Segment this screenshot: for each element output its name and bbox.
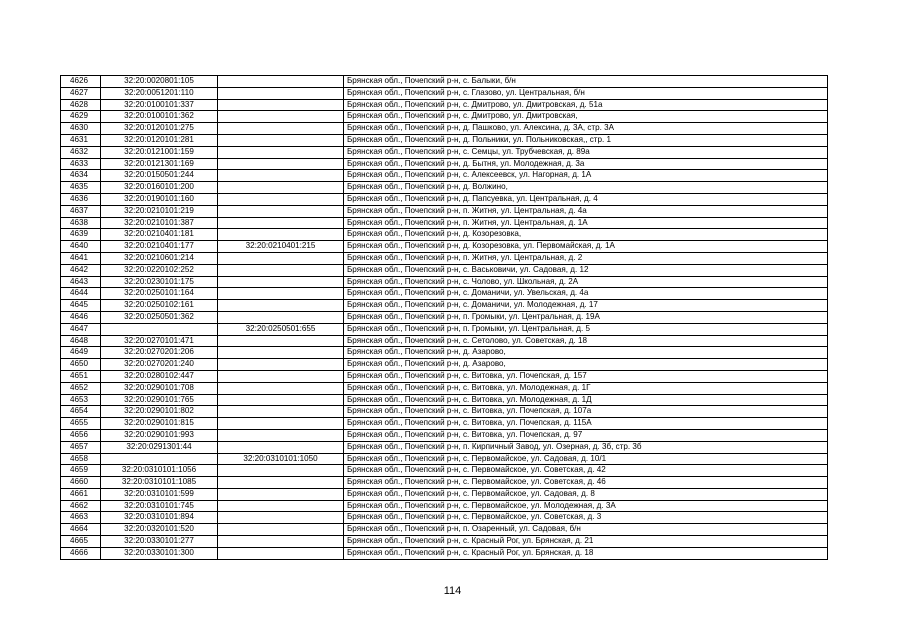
cadastral-number-cell <box>101 453 218 465</box>
row-number-cell: 4655 <box>61 418 101 430</box>
row-number-cell: 4626 <box>61 76 101 88</box>
table-row <box>61 488 828 500</box>
address-cell: Брянская обл., Почепский р-н, с. Семцы, ул. Трубчевская, д. 89а <box>344 146 828 158</box>
secondary-cadastral-number-cell <box>218 382 344 394</box>
secondary-cadastral-number-cell <box>218 394 344 406</box>
table-row <box>61 524 828 536</box>
row-number-cell: 4630 <box>61 123 101 135</box>
cadastral-number-cell: 32:20:0120101:281 <box>101 134 218 146</box>
row-number-cell: 4634 <box>61 170 101 182</box>
address-cell: Брянская обл., Почепский р-н, с. Витовка, ул. Почепская, д. 97 <box>344 429 828 441</box>
address-cell: Брянская обл., Почепский р-н, д. Пашково, ул. Алексина, д. 3А, стр. 3А <box>344 123 828 135</box>
cadastral-number-cell: 32:20:0210401:177 <box>101 241 218 253</box>
secondary-cadastral-number-cell <box>218 441 344 453</box>
row-number-cell: 4663 <box>61 512 101 524</box>
secondary-cadastral-number-cell <box>218 311 344 323</box>
secondary-cadastral-number-cell: 32:20:0210401:215 <box>218 241 344 253</box>
row-number-cell: 4645 <box>61 300 101 312</box>
address-cell: Брянская обл., Почепский р-н, с. Красный Рог, ул. Брянская, д. 21 <box>344 536 828 548</box>
row-number-cell: 4642 <box>61 264 101 276</box>
cadastral-number-cell: 32:20:0250101:164 <box>101 288 218 300</box>
secondary-cadastral-number-cell <box>218 170 344 182</box>
table-row <box>61 252 828 264</box>
row-number-cell: 4654 <box>61 406 101 418</box>
cadastral-number-cell: 32:20:0310101:745 <box>101 500 218 512</box>
address-cell: Брянская обл., Почепский р-н, с. Сетолово, ул. Советская, д. 18 <box>344 335 828 347</box>
table-row <box>61 217 828 229</box>
cadastral-number-cell <box>101 323 218 335</box>
table-row <box>61 512 828 524</box>
table-row <box>61 465 828 477</box>
secondary-cadastral-number-cell <box>218 524 344 536</box>
secondary-cadastral-number-cell <box>218 76 344 88</box>
cadastral-number-cell: 32:20:0330101:277 <box>101 536 218 548</box>
row-number-cell: 4648 <box>61 335 101 347</box>
address-cell: Брянская обл., Почепский р-н, с. Первомайское, ул. Советская, д. 46 <box>344 477 828 489</box>
secondary-cadastral-number-cell <box>218 335 344 347</box>
cadastral-number-cell: 32:20:0290101:815 <box>101 418 218 430</box>
address-cell: Брянская обл., Почепский р-н, с. Первомайское, ул. Садовая, д. 10/1 <box>344 453 828 465</box>
row-number-cell: 4664 <box>61 524 101 536</box>
row-number-cell: 4651 <box>61 370 101 382</box>
row-number-cell: 4665 <box>61 536 101 548</box>
secondary-cadastral-number-cell <box>218 193 344 205</box>
row-number-cell: 4646 <box>61 311 101 323</box>
secondary-cadastral-number-cell: 32:20:0250501:655 <box>218 323 344 335</box>
table-row <box>61 406 828 418</box>
row-number-cell: 4641 <box>61 252 101 264</box>
cadastral-number-cell: 32:20:0290101:993 <box>101 429 218 441</box>
address-cell: Брянская обл., Почепский р-н, п. Громыки, ул. Центральная, д. 19А <box>344 311 828 323</box>
table-row <box>61 359 828 371</box>
secondary-cadastral-number-cell <box>218 300 344 312</box>
table-row <box>61 241 828 253</box>
table-row <box>61 547 828 559</box>
address-cell: Брянская обл., Почепский р-н, с. Первомайское, ул. Молодежная, д. 3А <box>344 500 828 512</box>
cadastral-number-cell: 32:20:0120101:275 <box>101 123 218 135</box>
cadastral-number-cell: 32:20:0121001:159 <box>101 146 218 158</box>
row-number-cell: 4649 <box>61 347 101 359</box>
cadastral-number-cell: 32:20:0100101:362 <box>101 111 218 123</box>
secondary-cadastral-number-cell <box>218 477 344 489</box>
row-number-cell: 4627 <box>61 87 101 99</box>
secondary-cadastral-number-cell <box>218 406 344 418</box>
row-number-cell: 4636 <box>61 193 101 205</box>
row-number-cell: 4632 <box>61 146 101 158</box>
address-cell: Брянская обл., Почепский р-н, д. Бытня, ул. Молодежная, д. 3а <box>344 158 828 170</box>
cadastral-number-cell: 32:20:0310101:894 <box>101 512 218 524</box>
address-cell: Брянская обл., Почепский р-н, с. Алексеевск, ул. Нагорная, д. 1А <box>344 170 828 182</box>
table-row <box>61 300 828 312</box>
table-row <box>61 146 828 158</box>
address-cell: Брянская обл., Почепский р-н, с. Витовка, ул. Почепская, д. 115А <box>344 418 828 430</box>
address-cell: Брянская обл., Почепский р-н, с. Доманичи, ул. Молодежная, д. 17 <box>344 300 828 312</box>
cadastral-number-cell: 32:20:0290101:802 <box>101 406 218 418</box>
cadastral-number-cell: 32:20:0330101:300 <box>101 547 218 559</box>
address-cell: Брянская обл., Почепский р-н, с. Чолово, ул. Школьная, д. 2А <box>344 276 828 288</box>
row-number-cell: 4628 <box>61 99 101 111</box>
table-row <box>61 453 828 465</box>
row-number-cell: 4637 <box>61 205 101 217</box>
row-number-cell: 4658 <box>61 453 101 465</box>
secondary-cadastral-number-cell <box>218 229 344 241</box>
secondary-cadastral-number-cell <box>218 488 344 500</box>
address-cell: Брянская обл., Почепский р-н, д. Козорезовка, ул. Первомайская, д. 1А <box>344 241 828 253</box>
secondary-cadastral-number-cell <box>218 217 344 229</box>
address-cell: Брянская обл., Почепский р-н, д. Азарово, <box>344 347 828 359</box>
table-row <box>61 205 828 217</box>
address-cell: Брянская обл., Почепский р-н, п. Житня, ул. Центральная, д. 4а <box>344 205 828 217</box>
row-number-cell: 4638 <box>61 217 101 229</box>
table-row <box>61 264 828 276</box>
secondary-cadastral-number-cell <box>218 370 344 382</box>
cadastral-number-cell: 32:20:0310101:1085 <box>101 477 218 489</box>
cadastral-number-cell: 32:20:0160101:200 <box>101 182 218 194</box>
cadastral-number-cell: 32:20:0290101:708 <box>101 382 218 394</box>
secondary-cadastral-number-cell <box>218 418 344 430</box>
row-number-cell: 4659 <box>61 465 101 477</box>
secondary-cadastral-number-cell <box>218 252 344 264</box>
address-cell: Брянская обл., Почепский р-н, д. Польники, ул. Польниковская,, стр. 1 <box>344 134 828 146</box>
secondary-cadastral-number-cell <box>218 359 344 371</box>
address-cell: Брянская обл., Почепский р-н, д. Козорезовка, <box>344 229 828 241</box>
secondary-cadastral-number-cell <box>218 123 344 135</box>
secondary-cadastral-number-cell: 32:20:0310101:1050 <box>218 453 344 465</box>
table-row <box>61 323 828 335</box>
table-row <box>61 347 828 359</box>
address-cell: Брянская обл., Почепский р-н, с. Витовка, ул. Почепская, д. 107а <box>344 406 828 418</box>
row-number-cell: 4656 <box>61 429 101 441</box>
secondary-cadastral-number-cell <box>218 547 344 559</box>
secondary-cadastral-number-cell <box>218 536 344 548</box>
cadastral-number-cell: 32:20:0291301:44 <box>101 441 218 453</box>
cadastral-number-cell: 32:20:0210101:387 <box>101 217 218 229</box>
secondary-cadastral-number-cell <box>218 276 344 288</box>
table-row <box>61 182 828 194</box>
address-cell: Брянская обл., Почепский р-н, п. Озаренный, ул. Садовая, б/н <box>344 524 828 536</box>
table-row <box>61 134 828 146</box>
secondary-cadastral-number-cell <box>218 429 344 441</box>
address-cell: Брянская обл., Почепский р-н, п. Житня, ул. Центральная, д. 1А <box>344 217 828 229</box>
secondary-cadastral-number-cell <box>218 512 344 524</box>
table-row <box>61 111 828 123</box>
address-cell: Брянская обл., Почепский р-н, п. Громыки, ул. Центральная, д. 5 <box>344 323 828 335</box>
address-cell: Брянская обл., Почепский р-н, с. Красный Рог, ул. Брянская, д. 18 <box>344 547 828 559</box>
secondary-cadastral-number-cell <box>218 500 344 512</box>
table-row <box>61 370 828 382</box>
cadastral-number-cell: 32:20:0250102:161 <box>101 300 218 312</box>
table-row <box>61 382 828 394</box>
cadastral-number-cell: 32:20:0310101:1056 <box>101 465 218 477</box>
table-row <box>61 335 828 347</box>
cadastral-number-cell: 32:20:0270101:471 <box>101 335 218 347</box>
cadastral-number-cell: 32:20:0051201:110 <box>101 87 218 99</box>
secondary-cadastral-number-cell <box>218 134 344 146</box>
table-row <box>61 441 828 453</box>
address-cell: Брянская обл., Почепский р-н, д. Азарово, <box>344 359 828 371</box>
table-row <box>61 76 828 88</box>
address-cell: Брянская обл., Почепский р-н, с. Балыки, б/н <box>344 76 828 88</box>
address-cell: Брянская обл., Почепский р-н, с. Глазово, ул. Центральная, б/н <box>344 87 828 99</box>
row-number-cell: 4631 <box>61 134 101 146</box>
address-cell: Брянская обл., Почепский р-н, с. Первомайское, ул. Советская, д. 42 <box>344 465 828 477</box>
table-row <box>61 229 828 241</box>
table-row <box>61 123 828 135</box>
cadastral-number-cell: 32:20:0290101:765 <box>101 394 218 406</box>
address-cell: Брянская обл., Почепский р-н, п. Кирпичный Завод, ул. Озерная, д. 3б, стр. 3б <box>344 441 828 453</box>
cadastral-number-cell: 32:20:0250501:362 <box>101 311 218 323</box>
secondary-cadastral-number-cell <box>218 99 344 111</box>
table-row <box>61 429 828 441</box>
row-number-cell: 4629 <box>61 111 101 123</box>
row-number-cell: 4650 <box>61 359 101 371</box>
secondary-cadastral-number-cell <box>218 205 344 217</box>
address-cell: Брянская обл., Почепский р-н, с. Витовка, ул. Почепская, д. 157 <box>344 370 828 382</box>
cadastral-number-cell: 32:20:0210601:214 <box>101 252 218 264</box>
address-cell: Брянская обл., Почепский р-н, с. Первомайское, ул. Советская, д. 3 <box>344 512 828 524</box>
secondary-cadastral-number-cell <box>218 288 344 300</box>
secondary-cadastral-number-cell <box>218 182 344 194</box>
row-number-cell: 4639 <box>61 229 101 241</box>
address-cell: Брянская обл., Почепский р-н, д. Папсуевка, ул. Центральная, д. 4 <box>344 193 828 205</box>
table-row <box>61 500 828 512</box>
cadastral-number-cell: 32:20:0100101:337 <box>101 99 218 111</box>
row-number-cell: 4666 <box>61 547 101 559</box>
address-cell: Брянская обл., Почепский р-н, с. Доманичи, ул. Увельская, д. 4а <box>344 288 828 300</box>
row-number-cell: 4644 <box>61 288 101 300</box>
secondary-cadastral-number-cell <box>218 465 344 477</box>
row-number-cell: 4635 <box>61 182 101 194</box>
table-row <box>61 288 828 300</box>
secondary-cadastral-number-cell <box>218 347 344 359</box>
secondary-cadastral-number-cell <box>218 158 344 170</box>
cadastral-number-cell: 32:20:0270201:206 <box>101 347 218 359</box>
row-number-cell: 4661 <box>61 488 101 500</box>
table-row <box>61 394 828 406</box>
cadastral-number-cell: 32:20:0310101:599 <box>101 488 218 500</box>
secondary-cadastral-number-cell <box>218 146 344 158</box>
table-row <box>61 276 828 288</box>
table-row <box>61 477 828 489</box>
row-number-cell: 4640 <box>61 241 101 253</box>
secondary-cadastral-number-cell <box>218 264 344 276</box>
table-row <box>61 311 828 323</box>
cadastral-number-cell: 32:20:0320101:520 <box>101 524 218 536</box>
row-number-cell: 4660 <box>61 477 101 489</box>
cadastral-number-cell: 32:20:0210401:181 <box>101 229 218 241</box>
cadastral-number-cell: 32:20:0020801:105 <box>101 76 218 88</box>
table-row <box>61 193 828 205</box>
cadastral-number-cell: 32:20:0220102:252 <box>101 264 218 276</box>
secondary-cadastral-number-cell <box>218 87 344 99</box>
row-number-cell: 4643 <box>61 276 101 288</box>
table-row <box>61 418 828 430</box>
page-number: 114 <box>443 585 462 597</box>
row-number-cell: 4662 <box>61 500 101 512</box>
cadastral-number-cell: 32:20:0230101:175 <box>101 276 218 288</box>
cadastral-number-cell: 32:20:0190101:160 <box>101 193 218 205</box>
document-table-container <box>60 75 827 560</box>
address-cell: Брянская обл., Почепский р-н, д. Волжино, <box>344 182 828 194</box>
address-cell: Брянская обл., Почепский р-н, с. Витовка, ул. Молодежная, д. 1Д <box>344 394 828 406</box>
secondary-cadastral-number-cell <box>218 111 344 123</box>
address-cell: Брянская обл., Почепский р-н, с. Дмитрово, ул. Дмитровская, <box>344 111 828 123</box>
address-cell: Брянская обл., Почепский р-н, с. Первомайское, ул. Садовая, д. 8 <box>344 488 828 500</box>
address-cell: Брянская обл., Почепский р-н, п. Житня, ул. Центральная, д. 2 <box>344 252 828 264</box>
cadastral-table <box>60 75 828 560</box>
address-cell: Брянская обл., Почепский р-н, с. Дмитрово, ул. Дмитровская, д. 51а <box>344 99 828 111</box>
row-number-cell: 4657 <box>61 441 101 453</box>
row-number-cell: 4653 <box>61 394 101 406</box>
table-row <box>61 87 828 99</box>
table-row <box>61 99 828 111</box>
cadastral-number-cell: 32:20:0150501:244 <box>101 170 218 182</box>
row-number-cell: 4633 <box>61 158 101 170</box>
row-number-cell: 4647 <box>61 323 101 335</box>
row-number-cell: 4652 <box>61 382 101 394</box>
table-row <box>61 170 828 182</box>
cadastral-number-cell: 32:20:0270201:240 <box>101 359 218 371</box>
table-row <box>61 536 828 548</box>
cadastral-number-cell: 32:20:0210101:219 <box>101 205 218 217</box>
cadastral-number-cell: 32:20:0280102:447 <box>101 370 218 382</box>
address-cell: Брянская обл., Почепский р-н, с. Витовка, ул. Молодежная, д. 1Г <box>344 382 828 394</box>
cadastral-number-cell: 32:20:0121301:169 <box>101 158 218 170</box>
address-cell: Брянская обл., Почепский р-н, с. Васьковичи, ул. Садовая, д. 12 <box>344 264 828 276</box>
table-row <box>61 158 828 170</box>
table-body <box>61 76 828 560</box>
